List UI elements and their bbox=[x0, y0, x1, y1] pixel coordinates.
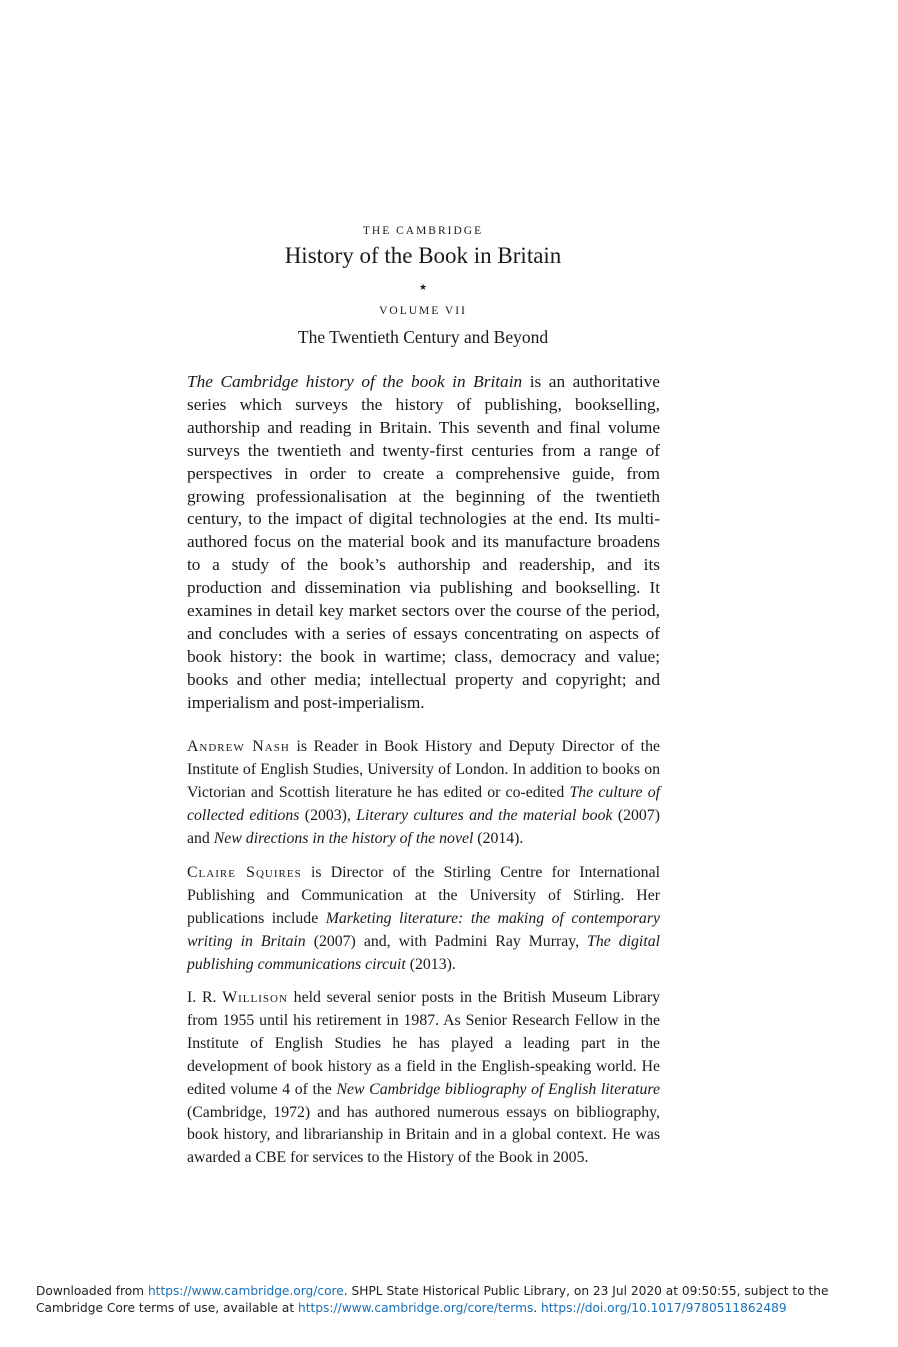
series-title-italic: The Cambridge history of the book in Britain bbox=[187, 372, 523, 391]
editor-initials: I. R. bbox=[187, 989, 223, 1006]
series-description bbox=[187, 371, 660, 715]
bio-italic-title: Marketing literature: the making of contemporary writing in Britain bbox=[187, 909, 660, 950]
bio-text: is Director of the Stirling Centre for International Publishing and Communication at the University of Stirling. Her publications include bbox=[187, 864, 660, 927]
footer-text: . bbox=[533, 1301, 542, 1315]
bio-italic-title: The digital publishing communications circuit bbox=[187, 932, 660, 973]
cambridge-core-link[interactable]: https://www.cambridge.org/core bbox=[147, 1284, 344, 1298]
editor-name: Willison bbox=[222, 989, 288, 1006]
bio-text: is Reader in Book History and Deputy Director of the Institute of English Studies, University of London. In addition to books on Victorian and Scottish literature he has edited or co-edited bbox=[187, 738, 660, 801]
bio-text: (2007) and, with Padmini Ray Murray, bbox=[305, 932, 588, 950]
doi-link[interactable]: https://doi.org/10.1017/9780511862489 bbox=[541, 1301, 787, 1315]
bio-text: (Cambridge, 1972) and has authored numerous essays on bibliography, book history, and librarianship in Britain and in a global context. He was awarded a CBE for services to the History of the Book in 2005. bbox=[187, 1103, 660, 1167]
bio-italic-title: New directions in the history of the novel bbox=[213, 829, 474, 847]
bio-text: held several senior posts in the British Museum Library from 1955 until his retirement in 1987. As Senior Research Fellow in the Institute of English Studies he has played a leading part in the development of book history as a field in the English-speaking world. He edited volume 4 of the bbox=[187, 989, 661, 1098]
editor-bio-squires bbox=[187, 862, 660, 977]
editor-bio-nash bbox=[187, 736, 660, 851]
volume-label: VOLUME VII bbox=[379, 305, 467, 317]
editor-bio-willison bbox=[187, 987, 660, 1170]
series-label: THE CAMBRIDGE bbox=[362, 225, 484, 237]
bio-italic-title: Literary cultures and the material book bbox=[356, 806, 613, 824]
volume-subtitle: The Twentieth Century and Beyond bbox=[297, 327, 549, 347]
footer-text: . SHPL State Historical Public Library, on 23 Jul 2020 at 09:50:55, subject to the Cambridge Core terms of use, available at bbox=[36, 1284, 829, 1315]
bio-italic-title: New Cambridge bibliography of English literature bbox=[336, 1080, 660, 1098]
download-footer bbox=[36, 1283, 886, 1317]
bio-text: (2013). bbox=[405, 955, 456, 973]
description-text: is an authoritative series which surveys the history of publishing, bookselling, authorship and reading in Britain. This seventh and final volume surveys the twentieth and twenty-first centuries from a range of perspectives in order to create a comprehensive guide, from growing professionalisation at the beginning of the twentieth century, to the impact of digital technologies at the end. Its multi-authored focus on the material book and its manufacture broadens to a study of the book’s authorship and readership, and its production and dissemination via publishing and bookselling. It examines in detail key market sectors over the course of the period, and concludes with a series of essays concentrating on aspects of book history: the book in wartime; class, democracy and value; books and other media; intellectual property and copyright; and imperialism and post-imperialism. bbox=[187, 372, 660, 712]
page-title: History of the Book in Britain bbox=[284, 243, 562, 268]
bio-text: (2007) and bbox=[187, 806, 660, 847]
bio-text: (2003), bbox=[299, 806, 357, 824]
star-ornament-icon: ★ bbox=[418, 283, 428, 293]
footer-text: Downloaded from bbox=[36, 1284, 148, 1298]
editor-name: Andrew Nash bbox=[187, 738, 290, 755]
bio-italic-title: The culture of collected editions bbox=[187, 783, 660, 824]
terms-link[interactable]: https://www.cambridge.org/core/terms bbox=[298, 1301, 534, 1315]
editor-name: Claire Squires bbox=[187, 864, 302, 881]
bio-text: (2014). bbox=[473, 829, 524, 847]
